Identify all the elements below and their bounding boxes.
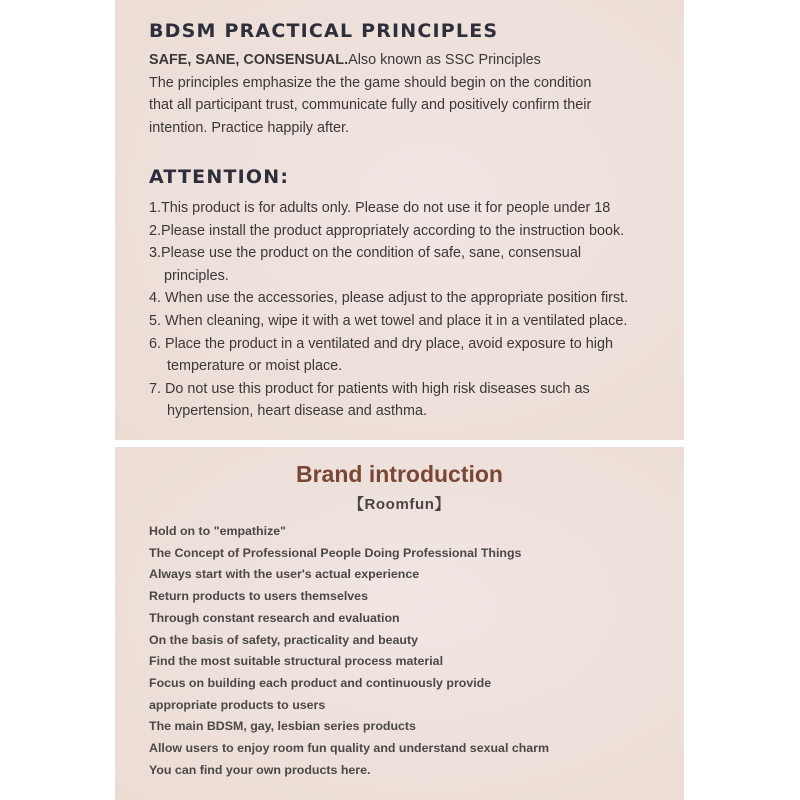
attention-item-continuation: temperature or moist place.: [167, 358, 343, 375]
brand-list: [149, 521, 674, 781]
principles-line: The principles emphasize the the game should begin on the condition: [149, 74, 592, 91]
principles-heading: BDSM PRACTICAL PRINCIPLES: [149, 20, 499, 42]
ssc-note: Also known as SSC Principles: [348, 52, 541, 68]
attention-item: 2.Please install the product appropriately according to the instruction book.: [149, 222, 625, 239]
brand-line: The Concept of Professional People Doing Professional Things: [149, 545, 522, 560]
brand-line: Return products to users themselves: [149, 589, 368, 604]
ssc-label: SAFE, SANE, CONSENSUAL.: [149, 52, 349, 68]
brand-line: You can find your own products here.: [149, 762, 371, 777]
brand-name: 【Roomfun】: [348, 496, 451, 513]
attention-heading: ATTENTION:: [149, 166, 290, 188]
attention-item: 1.This product is for adults only. Please do not use it for people under 18: [149, 200, 611, 216]
brand-line: appropriate products to users: [149, 697, 326, 712]
attention-item: 7. Do not use this product for patients with high risk diseases such as: [149, 380, 590, 397]
brand-line: On the basis of safety, practicality and beauty: [149, 632, 418, 647]
brand-line: Always start with the user's actual experience: [149, 567, 420, 582]
brand-line: Allow users to enjoy room fun quality and understand sexual charm: [149, 741, 550, 756]
principles-subtitle: [149, 49, 674, 72]
attention-item: 4. When use the accessories, please adjust to the appropriate position first.: [149, 290, 629, 307]
attention-item: 5. When cleaning, wipe it with a wet towel and place it in a ventilated place.: [149, 312, 628, 329]
attention-item-continuation: principles.: [164, 267, 229, 284]
attention-item: 6. Place the product in a ventilated and dry place, avoid exposure to high: [149, 335, 613, 352]
principles-line: intention. Practice happily after.: [149, 119, 349, 136]
brand-panel: [115, 447, 684, 800]
principles-line: that all participant trust, communicate fully and positively confirm their: [149, 97, 592, 114]
principles-text: [149, 49, 674, 139]
brand-line: Through constant research and evaluation: [149, 610, 400, 625]
brand-line: The main BDSM, gay, lesbian series products: [149, 719, 416, 734]
attention-item: 3.Please use the product on the condition of safe, sane, consensual: [149, 245, 582, 262]
attention-item-continuation: hypertension, heart disease and asthma.: [167, 403, 427, 420]
brand-line: Hold on to "empathize": [149, 524, 287, 538]
brand-line: Find the most suitable structural process material: [149, 654, 444, 669]
principles-panel: [115, 0, 684, 440]
attention-list: [149, 197, 674, 423]
brand-title: Brand introduction: [296, 461, 503, 487]
brand-line: Focus on building each product and continuously provide: [149, 675, 492, 690]
